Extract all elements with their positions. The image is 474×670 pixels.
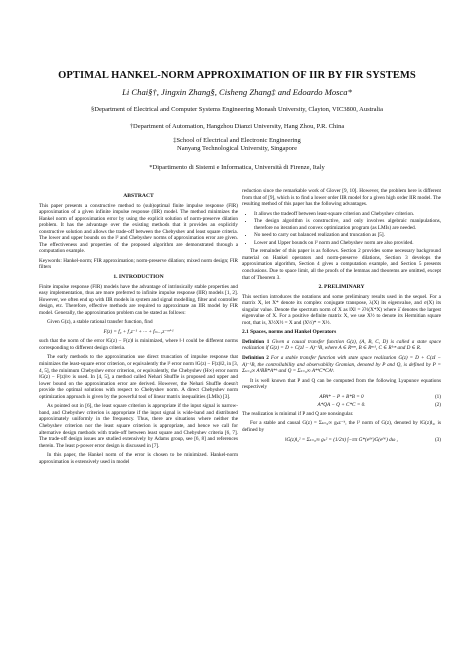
abstract-text: This paper presents a constructive method to (sub)optimal finite impulse response (FIR) approximation of a given infinite impulse response (IIR) model. The method minimizes the Hankel norm of approximation error by using the explicit solution of norm-preserve dilation problem. It has the advantage over the existing methods that it provides an explicitly constructive solution and allows the trade-off between the Chebyshev and least square criteria. The lower and upper bounds on the l² and Chebyshev norms of approximation error are given. The effectiveness and properties of the proposed algorithm are demonstrated through a computation example. [39,202,238,255]
equation-1 [242,394,441,401]
list-item: • Lower and Upper bounds on l² norm and Chebyshev norm are also provided. [254,240,441,247]
right-paragraph-2: The remainder of this paper is as follows. Section 2 provides some necessary background material on Hankel operators and norm-preserve dilations, Section 3 develops the approximation algorithm, Section 4 gives a computation example, and Section 5 presents conclusions. Due to space limit, all the proofs of the lemmas and theorems are omitted, except that of Theorem 3. [242,248,441,281]
paper-title: OPTIMAL HANKEL-NORM APPROXIMATION OF IIR BY FIR SYSTEMS [58,70,416,81]
affiliation-hangzhou: †Department of Automation, Hangzhou Dianzi University, Hang Zhou, P.R. China [129,123,345,130]
intro-paragraph-4: The early methods to the approximation use direct truncation of impulse response that minimizes the least-square error criterion, or equivalently the l² error norm ‖G(z) − F(z)‖2, in [3, 4, 5], the minimum Chebyshev error criterion, or equivalently, the Chebyshev (H∞) error norm ‖G(z) − F(z)‖∞ is used. In [4, 5], a method called Nehari Shuffle is proposed and upper and lower bound on the approximation error are derived. However, the Nehari Shuffle doesn't provide the optimal solutions with respect to Chebyshev norm. A direct Chebyshev norm optimization approach is given by the powerful tool of linear matrix inequalities (LMIs) [3]. [39,354,238,400]
equation-3 [242,437,441,444]
affiliation-firenze: *Dipartimento di Sistemi e Informatica, Università di Firenze, Italy [149,164,325,171]
affiliation-ntu [0,137,474,154]
list-item: • It allows the tradeoff between least-square criterion and Chebyshev criterion. [254,211,441,218]
keywords: Keywords: Hankel-norm; FIR approximation; norm-preserve dilation; mixed norm design; FIR filters [39,257,238,271]
abstract-heading: ABSTRACT [123,193,154,199]
advantages-list [242,211,441,247]
equation-2-number: (2) [434,402,441,409]
author-list: Li Chai§†, Jingxin Zhang§, Cisheng Zhang‡ and Edoardo Mosca* [122,87,352,97]
left-column [39,190,238,468]
right-column [242,188,441,445]
list-item: • The design algorithm is constructive, and only involves algebraic manipulations, therefore no iteration and convex optimization program (as LMIs) are needed. [254,218,441,231]
minimal-realization-text: The realization is minimal if P and Q are nonsingular. [242,410,354,417]
intro-paragraph-3: such that the norm of the error ‖G(z) − F(z)‖ is minimized, where ‖·‖ could be different norms corresponding to different design criteria. [39,338,238,351]
fir-equation: F(z) = f₀ + f₁z⁻¹ + ··· + fₘ₋₁z⁻ᵐ⁺¹ [103,328,174,335]
equation-3-number: (3) [434,436,441,443]
affiliation-ntu-line1: ‡School of Electrical and Electronic Engineering [173,137,301,144]
equation-2 [242,402,441,409]
definition-2 [242,355,441,375]
definition-2-text: For a stable transfer function with state space realization G(z) = D + C(zI − A)⁻¹B, the controllability and observability Gramian, denoted by P and Q, is defined by P = Σₖ₌₀∞ AᵏBB*A*ᵏ and Q = Σₖ₌₀∞ A*ᵏC*CAᵏ. [242,355,442,375]
definition-1-label: Definition 1 [242,338,270,345]
l2-norm-paragraph: For a stable and causal G(z) = Σₖ₌₀∞ gₖz⁻ᵏ, the l² norm of G(z), denoted by ‖G(z)‖₂, is defined by [242,420,441,433]
list-item: • No need to carry out balanced realization and truncation as [5]. [254,232,441,239]
preliminary-paragraph: This section introduces the notations and some preliminary results used in the sequel. For a matrix X, let X* denote its complex conjugate transpose, λ(X) its eigenvalue, and σ(X) its singular value. Denote the spectrum norm of X as ‖X‖ = λ̄½(X*X) where λ̄ denotes the largest eigenvalue of X. For a positive definite matrix X, we use X½ to denote its Hermitian square root, that is, X½X½ = X and (X½)* = X½. [242,293,441,326]
intro-paragraph-6: In this paper, the Hankel norm of the error is chosen to be minimized. Hankel-norm approximation is extensively used in model [39,452,238,465]
affiliation-monash: §Department of Electrical and Computer Systems Engineering Monash University, Clayton, VIC3800, Australia [91,106,383,113]
preliminary-heading: 2. PRELIMINARY [318,284,365,291]
equation-2-body: A*QA − Q + C*C = 0. [317,402,366,409]
intro-paragraph-2: Given G(z), a stable rational transfer function, find [47,319,153,326]
right-paragraph-1: reduction since the remarkable work of Glover [9, 10]. However, the problem here is different from that of [9], which is to find a lower order IIR model for a given high order IIR model. The resulting method of this paper has the following advantages. [242,188,441,208]
definition-1 [242,339,441,352]
intro-heading: 1. INTRODUCTION [113,274,164,281]
lyapunov-paragraph: It is well known that P and Q can be computed from the following Lyapunov equations respectively [242,377,441,391]
equation-3-body: ‖G(z)‖₂² = Σₖ₌₀∞ gₖ² = (1/2π) ∫−ππ G*(eʲᵂ)G(eʲᵂ) dω , [285,436,398,443]
subsection-heading: 2.1 Spaces, norms and Hankel Operators [242,329,337,336]
affiliation-ntu-line2: Nanyang Technological University, Singapore [177,145,297,153]
definition-1-text: Given a causal transfer function G(z), (A, B, C, D) is called a state space realization if G(z) = D + C(zI − A)⁻¹B, where A ∈ Rⁿˣⁿ, B ∈ Rⁿˣ¹, C ∈ R¹ˣⁿ and D ∈ R. [242,338,441,352]
equation-1-body: APA* − P + B*B = 0 [319,393,364,400]
intro-paragraph-5: As pointed out in [6], the least square criterion is appropriate if the input signal is narrow-band, and Chebyshev criterion is appropriate if the input signal is wide-band and distributed approximately uniformly in the frequency. Thus, there are situations where neither the Chebyshev criterion nor the least square criterion is appropriate, and hence we call for alternative design methods with trade-off between least square and Chebyshev criteria [6, 7]. The trade-off design issues are studied extensively by Adams group, see [6, 8] and references therein. The least p-power error design is discussed in [7]. [39,403,238,449]
equation-1-number: (1) [434,393,441,400]
intro-paragraph-1: Finite impulse response (FIR) models have the advantage of intrinsically stable properties and easy implementation, thus are more preferred to infinite impulse response (IIR) models [1, 2]. However, we often end up with IIR models in system and signal modelling, filter and controller design, etc. Therefore, effective methods are required to approximate an IIR model by FIR model. Generally, the approximation problem can be stated as follows: [39,283,238,316]
definition-2-label: Definition 2 [242,355,269,362]
